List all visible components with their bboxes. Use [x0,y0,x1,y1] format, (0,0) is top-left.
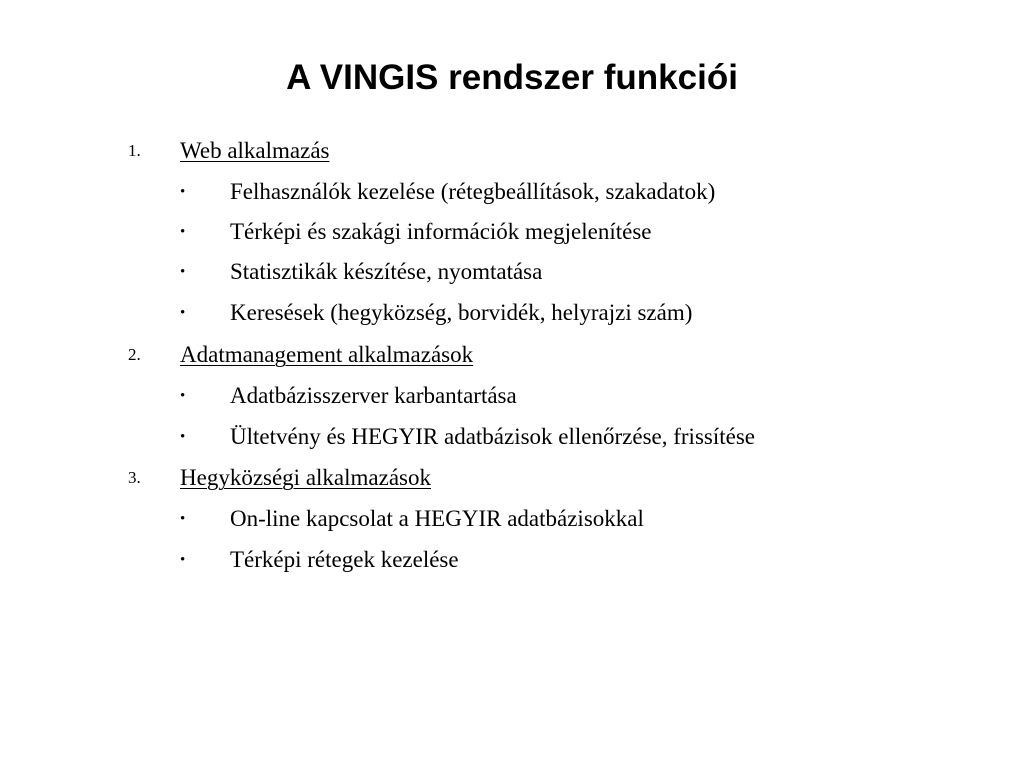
bullet-icon: • [180,388,186,404]
bullet-icon: • [180,184,186,200]
list-item-text: Térképi rétegek kezelése [230,547,459,572]
list-item-text: Adatbázisszerver karbantartása [230,383,517,408]
list-item-text: Keresések (hegyközség, borvidék, helyrajzi szám) [230,300,693,325]
list-item-text: Felhasználók kezelése (rétegbeállítások, szakadatok) [230,179,716,204]
bullet-icon: • [180,264,186,280]
section-label: Hegyközségi alkalmazások [180,465,431,490]
list-item-text: On-line kapcsolat a HEGYIR adatbázisokkal [230,506,644,531]
slide-title: A VINGIS rendszer funkciói [286,58,738,97]
section-number: 2. [128,345,141,364]
bullet-icon: • [180,552,186,568]
bullet-icon: • [180,224,186,240]
section-label: Web alkalmazás [180,138,330,163]
bullet-icon: • [180,511,186,527]
bullet-icon: • [180,429,186,445]
list-item-text: Ültetvény és HEGYIR adatbázisok ellenőrzése, frissítése [230,424,755,449]
list-item-text: Statisztikák készítése, nyomtatása [230,259,543,284]
section-number: 3. [128,468,141,487]
section-number: 1. [128,141,141,160]
list-item-text: Térképi és szakági információk megjelenítése [230,219,652,244]
section-label: Adatmanagement alkalmazások [180,342,474,367]
bullet-icon: • [180,305,186,321]
